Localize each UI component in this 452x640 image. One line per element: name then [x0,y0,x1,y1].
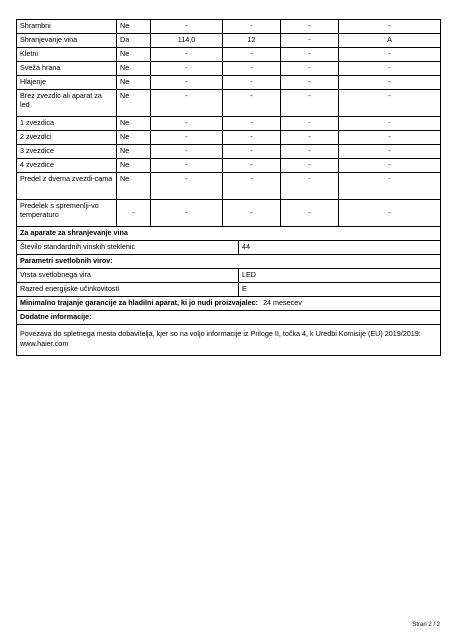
additional-heading: Dodatne informacije: [17,311,441,325]
warranty-row [17,297,441,311]
table-row [17,90,441,117]
compartment-value: - [281,20,339,34]
compartment-table [16,19,441,227]
compartment-value: - [281,200,339,227]
table-row [17,20,441,34]
table-row [17,76,441,90]
compartment-present: Ne [117,62,151,76]
compartment-value: - [151,145,223,159]
compartment-name: 3 zvezdice [17,145,117,159]
compartment-name: Shrambni [17,20,117,34]
compartment-name: Sveža hrana [17,62,117,76]
compartment-value: - [223,200,281,227]
compartment-value: - [339,76,441,90]
compartment-name: 1 zvezdica [17,117,117,131]
compartment-name: Kletni [17,48,117,62]
compartment-value: - [281,173,339,200]
compartment-value: - [281,76,339,90]
compartment-value: - [223,20,281,34]
spec-sheet [16,19,440,356]
table-row [17,34,441,48]
bottles-value: 44 [239,241,441,255]
compartment-name: 2 zvezdici [17,131,117,145]
compartment-present: Ne [117,159,151,173]
table-row [17,241,441,255]
compartment-present: Ne [117,76,151,90]
compartment-value: - [151,90,223,117]
compartment-value: - [223,48,281,62]
compartment-value: - [151,76,223,90]
compartment-value: - [151,62,223,76]
light-class-label: Razred energijske učinkovitosti [17,283,239,297]
warranty-value: 24 mesecev [263,298,302,308]
light-type-value: LED [239,269,441,283]
light-type-label: Vrsta svetlobnega vira [17,269,239,283]
page-number: Stran 2 / 2 [412,622,440,628]
compartment-name: 4 zvezdice [17,159,117,173]
compartment-value: - [151,48,223,62]
compartment-value: - [151,173,223,200]
compartment-name: Brez zvezdic ali aparat za led [17,90,117,117]
compartment-present: Ne [117,145,151,159]
compartment-value: - [151,159,223,173]
compartment-value: - [339,131,441,145]
compartment-value: - [223,159,281,173]
compartment-value: - [281,159,339,173]
compartment-value: - [339,90,441,117]
compartment-value: - [339,159,441,173]
compartment-value: - [223,145,281,159]
compartment-present: - [117,200,151,227]
compartment-value: - [281,145,339,159]
compartment-value: 12 [223,34,281,48]
compartment-value: - [281,90,339,117]
compartment-value: - [223,173,281,200]
compartment-value: - [281,117,339,131]
compartment-value: - [339,200,441,227]
compartment-value: - [223,76,281,90]
lighting-heading: Parametri svetlobnih virov: [17,255,441,269]
table-row [17,325,441,356]
compartment-rows [17,20,441,227]
compartment-value: A [339,34,441,48]
table-row [17,62,441,76]
additional-text: Povezava do spletnega mesta dobavitelja, kjer so na voljo informacije iz Priloge II, točka 4, k Uredbi Komisije (EU) 2019/2019: www.haier.com [17,325,441,356]
compartment-value: - [339,62,441,76]
compartment-name: Predel z dvema zvezdi-cama [17,173,117,200]
compartment-value: - [339,48,441,62]
warranty-label: Minimalno trajanje garancije za hladilni aparat, ki jo nudi proizvajalec: [20,298,259,308]
table-row [17,255,441,269]
table-row [17,145,441,159]
light-class-value: E [239,283,441,297]
compartment-value: - [223,90,281,117]
compartment-present: Ne [117,173,151,200]
compartment-value: - [281,131,339,145]
table-row [17,200,441,227]
compartment-value: - [151,117,223,131]
compartment-name: Predelek s spremenlji-vo temperaturo [17,200,117,227]
compartment-value: - [281,48,339,62]
compartment-value: - [223,62,281,76]
table-row [17,227,441,241]
table-row [17,131,441,145]
table-row [17,48,441,62]
table-row [17,117,441,131]
compartment-present: Da [117,34,151,48]
compartment-name: Hlajenje [17,76,117,90]
compartment-present: Ne [117,90,151,117]
compartment-value: 114,0 [151,34,223,48]
compartment-present: Ne [117,131,151,145]
compartment-present: Ne [117,20,151,34]
compartment-value: - [223,131,281,145]
compartment-value: - [151,20,223,34]
table-row [17,297,441,311]
bottles-label: Število standardnih vinskih steklenic [17,241,239,255]
compartment-value: - [151,131,223,145]
table-row [17,159,441,173]
compartment-present: Ne [117,48,151,62]
compartment-value: - [339,117,441,131]
compartment-value: - [223,117,281,131]
compartment-value: - [281,62,339,76]
table-row [17,283,441,297]
compartment-name: Shranjevanje vina [17,34,117,48]
wine-heading: Za aparate za shranjevanje vina [17,227,441,241]
compartment-value: - [151,200,223,227]
compartment-value: - [339,20,441,34]
compartment-value: - [281,34,339,48]
compartment-value: - [339,173,441,200]
details-table [16,226,441,356]
compartment-present: Ne [117,117,151,131]
table-row [17,311,441,325]
compartment-value: - [339,145,441,159]
table-row [17,269,441,283]
table-row [17,173,441,200]
